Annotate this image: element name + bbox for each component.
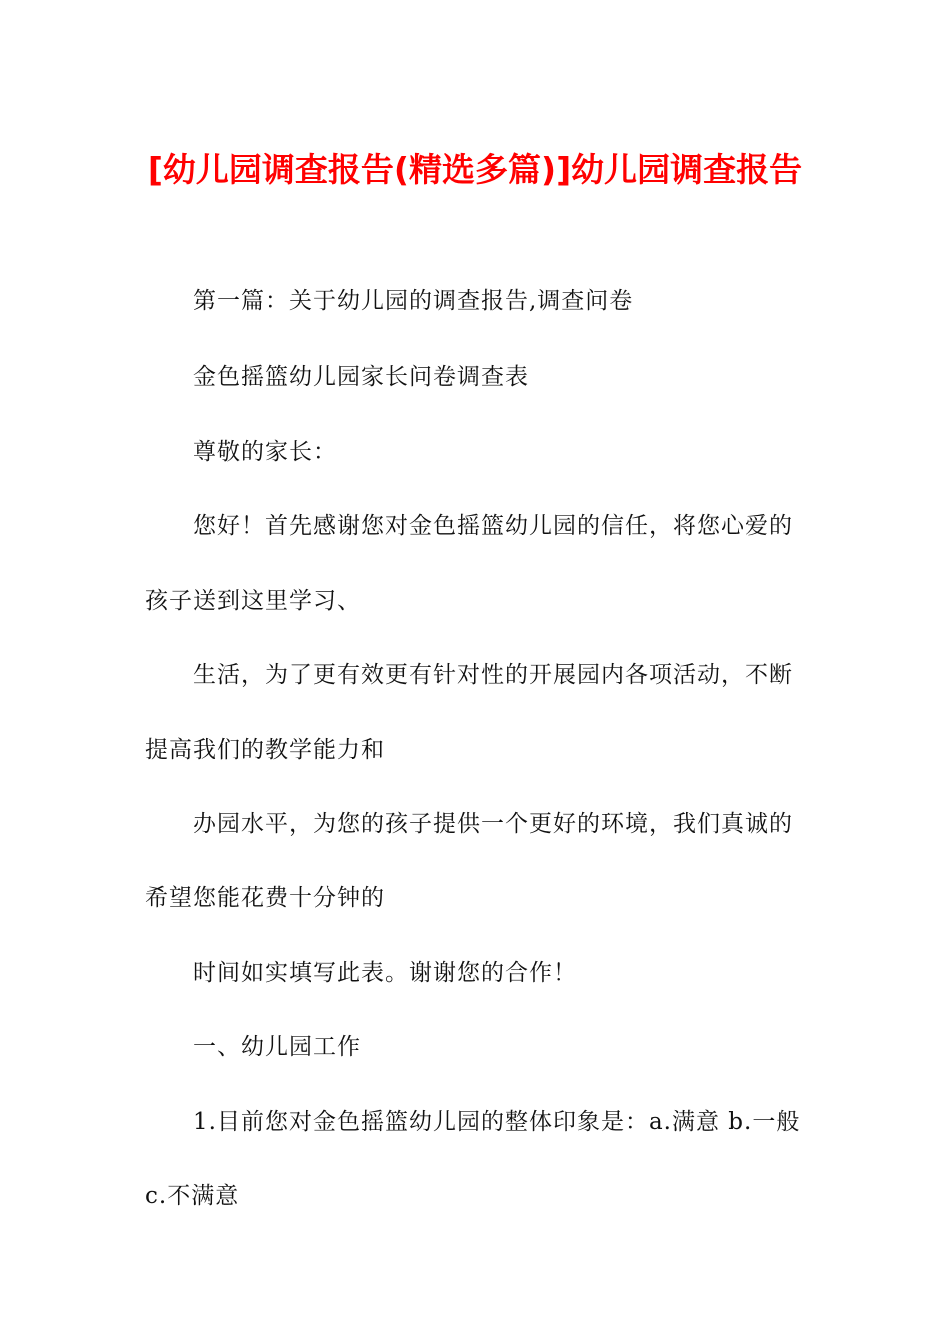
paragraph-line: 时间如实填写此表。谢谢您的合作！	[193, 960, 577, 986]
question-option-line: c.不满意	[145, 1183, 240, 1209]
section-subheading: 一、幼儿园工作	[193, 1034, 361, 1060]
paragraph-line: 您好！首先感谢您对金色摇篮幼儿园的信任，将您心爱的	[193, 513, 793, 539]
document-title: [幼儿园调查报告(精选多篇)]幼儿园调查报告	[147, 150, 803, 189]
paragraph-line: 提高我们的教学能力和	[145, 737, 385, 763]
paragraph-line: 办园水平，为您的孩子提供一个更好的环境，我们真诚的	[193, 811, 793, 837]
salutation: 尊敬的家长：	[193, 439, 337, 465]
survey-title: 金色摇篮幼儿园家长问卷调查表	[193, 364, 529, 390]
question-line: 1.目前您对金色摇篮幼儿园的整体印象是：a.满意 b.一般	[193, 1109, 801, 1135]
paragraph-line: 孩子送到这里学习、	[145, 588, 361, 614]
section-heading: 第一篇：关于幼儿园的调查报告,调查问卷	[193, 288, 634, 314]
paragraph-line: 希望您能花费十分钟的	[145, 885, 385, 911]
paragraph-line: 生活，为了更有效更有针对性的开展园内各项活动，不断	[193, 662, 793, 688]
